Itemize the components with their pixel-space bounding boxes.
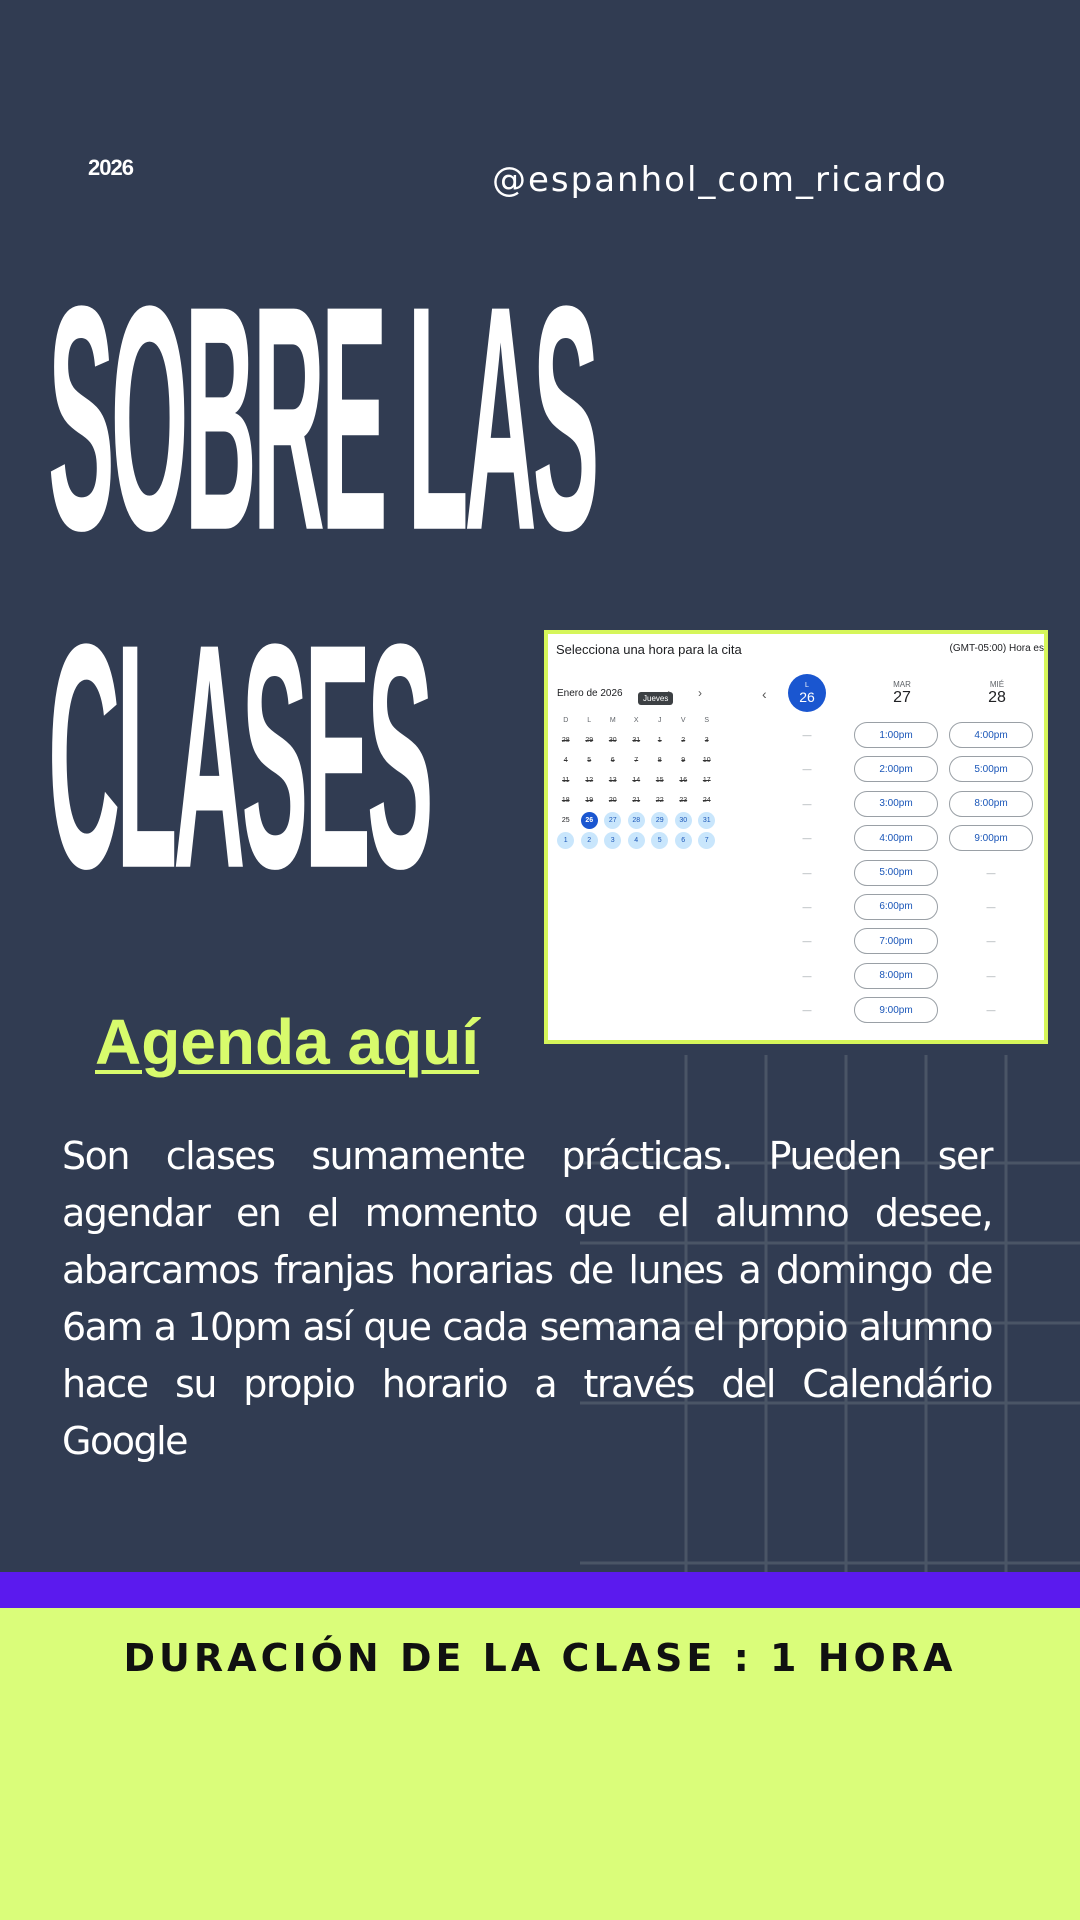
time-slot-button[interactable]: 7:00pm: [854, 928, 938, 954]
month-grid: [554, 710, 719, 850]
calendar-day: [601, 790, 625, 810]
empty-slot: —: [986, 901, 996, 912]
calendar-day-number: 22: [655, 796, 664, 804]
slot-column-3: [949, 722, 1033, 1032]
calendar-day-number: 19: [585, 796, 594, 804]
calendar-header: Selecciona una hora para la cita: [556, 642, 742, 657]
calendar-day-number: 13: [608, 776, 617, 784]
calendar-day-number: 1: [557, 832, 574, 849]
calendar-day[interactable]: [601, 810, 625, 830]
purple-band: [0, 1572, 1080, 1608]
calendar-day: [625, 770, 649, 790]
day-date: 28: [988, 689, 1006, 706]
calendar-day: [578, 790, 602, 810]
calendar-day: [625, 730, 649, 750]
calendar-day-number: 17: [702, 776, 711, 784]
calendar-day[interactable]: [578, 830, 602, 850]
calendar-screenshot: [544, 630, 1048, 1044]
calendar-day-number: 21: [632, 796, 641, 804]
title-line-1: SOBRE LAS: [48, 240, 596, 600]
day-date: 26: [799, 688, 815, 705]
time-slot-button[interactable]: 1:00pm: [854, 722, 938, 748]
time-slot-button[interactable]: 3:00pm: [854, 791, 938, 817]
selected-day[interactable]: [788, 674, 826, 712]
calendar-day-number: 18: [561, 796, 570, 804]
empty-slot: —: [802, 936, 812, 947]
calendar-day[interactable]: [695, 830, 719, 850]
day-header-2[interactable]: [867, 680, 937, 707]
calendar-day: [672, 730, 696, 750]
calendar-day[interactable]: [695, 810, 719, 830]
calendar-day[interactable]: [672, 810, 696, 830]
calendar-day-number: 28: [561, 736, 570, 744]
empty-slot: —: [802, 901, 812, 912]
social-handle: @espanhol_com_ricardo: [492, 160, 948, 200]
time-slot-button[interactable]: 8:00pm: [949, 791, 1033, 817]
time-slot-button[interactable]: 9:00pm: [949, 825, 1033, 851]
time-slot-button[interactable]: 2:00pm: [854, 756, 938, 782]
calendar-day-number: 26: [581, 812, 598, 829]
agenda-link[interactable]: Agenda aquí: [95, 1006, 480, 1078]
calendar-day-number: 3: [604, 832, 621, 849]
calendar-day-number: 6: [675, 832, 692, 849]
calendar-day[interactable]: [672, 830, 696, 850]
calendar-day[interactable]: [648, 830, 672, 850]
calendar-day-number: 29: [585, 736, 594, 744]
weekday-head: V: [680, 716, 686, 724]
calendar-day-number: 3: [704, 736, 709, 744]
empty-slot: —: [802, 970, 812, 981]
calendar-day-number: 20: [608, 796, 617, 804]
calendar-day: [554, 770, 578, 790]
calendar-day: [648, 770, 672, 790]
time-slot-button[interactable]: 4:00pm: [949, 722, 1033, 748]
calendar-day: [695, 730, 719, 750]
calendar-day-number: 31: [632, 736, 641, 744]
empty-slot: —: [802, 1005, 812, 1016]
title-line-2: CLASES: [48, 578, 430, 938]
empty-slot: —: [802, 730, 812, 740]
time-slot-button[interactable]: 5:00pm: [949, 756, 1033, 782]
calendar-day-number: 2: [681, 736, 686, 744]
weekday-head: J: [658, 716, 662, 724]
month-title: Enero de 2026: [557, 688, 623, 699]
calendar-day[interactable]: [601, 830, 625, 850]
calendar-day-number: 30: [608, 736, 617, 744]
tooltip: Jueves: [638, 692, 673, 705]
calendar-day: [695, 770, 719, 790]
empty-slot: —: [802, 764, 812, 775]
empty-slot: —: [802, 833, 812, 844]
calendar-day: [648, 750, 672, 770]
calendar-day: [625, 750, 649, 770]
empty-slot: —: [986, 867, 996, 878]
calendar-day: [578, 770, 602, 790]
calendar-day-number: 12: [585, 776, 594, 784]
calendar-day-number: 28: [628, 812, 645, 829]
duration-label: DURACIÓN DE LA CLASE : 1 HORA: [123, 1636, 957, 1680]
calendar-day-number: 15: [655, 776, 664, 784]
slot-column-1: [765, 722, 849, 1032]
day-name: MAR: [893, 680, 911, 689]
calendar-day-number: 5: [587, 756, 592, 764]
calendar-day: [648, 730, 672, 750]
calendar-day-number: 29: [651, 812, 668, 829]
calendar-day[interactable]: [554, 830, 578, 850]
slot-column-2: [854, 722, 938, 1032]
calendar-day: [554, 790, 578, 810]
calendar-day: [601, 730, 625, 750]
calendar-timezone: (GMT-05:00) Hora es: [949, 643, 1044, 654]
calendar-day: [578, 750, 602, 770]
calendar-day[interactable]: [648, 810, 672, 830]
calendar-day: [601, 750, 625, 770]
calendar-day: [672, 790, 696, 810]
description-text: Son clases sumamente prácticas. Pueden ser agendar en el momento que el alumno desee, abarcamos franjas horarias de lunes a domingo de 6am a 10pm así que cada semana el propio alumno hace su propio horario a través del Calendário Google: [62, 1134, 992, 1463]
calendar-day: [554, 730, 578, 750]
calendar-day: [672, 770, 696, 790]
day-header-1[interactable]: [772, 680, 842, 712]
calendar-day: [554, 810, 578, 830]
calendar-day-number: 8: [657, 756, 662, 764]
calendar-day[interactable]: [578, 810, 602, 830]
calendar-day-number: 30: [675, 812, 692, 829]
calendar-day-number: 9: [681, 756, 686, 764]
empty-slot: —: [986, 1005, 996, 1016]
calendar-day-number: 27: [604, 812, 621, 829]
time-slot-button[interactable]: 5:00pm: [854, 860, 938, 886]
calendar-day-number: 1: [657, 736, 662, 744]
weekday-head: L: [587, 716, 592, 724]
calendar-day-number: 11: [562, 776, 570, 784]
empty-slot: —: [986, 936, 996, 947]
calendar-day: [601, 770, 625, 790]
weekday-head: X: [633, 716, 639, 724]
empty-slot: —: [802, 867, 812, 878]
calendar-day-number: 4: [563, 756, 568, 764]
weekday-head: M: [609, 716, 616, 724]
time-slot-button[interactable]: 9:00pm: [854, 997, 938, 1023]
week-prev-chevron-icon[interactable]: ‹: [762, 686, 767, 702]
calendar-day-number: 31: [698, 812, 715, 829]
weekday-head: D: [563, 716, 569, 724]
calendar-day: [554, 750, 578, 770]
calendar-day-number: 24: [702, 796, 711, 804]
empty-slot: —: [802, 798, 812, 809]
calendar-day-number: 14: [632, 776, 641, 784]
calendar-day: [672, 750, 696, 770]
calendar-day-number: 25: [561, 816, 570, 824]
calendar-day[interactable]: [625, 830, 649, 850]
day-header-3[interactable]: [962, 680, 1032, 707]
empty-slot: —: [986, 970, 996, 981]
day-name: MIÉ: [989, 680, 1005, 689]
year-label: 2026: [88, 155, 133, 180]
time-slot-button[interactable]: 6:00pm: [854, 894, 938, 920]
calendar-day[interactable]: [625, 810, 649, 830]
calendar-day: [695, 790, 719, 810]
calendar-day-number: 7: [698, 832, 715, 849]
time-slot-button[interactable]: 4:00pm: [854, 825, 938, 851]
calendar-day: [578, 730, 602, 750]
calendar-day: [648, 790, 672, 810]
calendar-day-number: 2: [581, 832, 598, 849]
weekday-head: S: [704, 716, 710, 724]
calendar-day-number: 23: [679, 796, 688, 804]
calendar-day-number: 5: [651, 832, 668, 849]
calendar-day-number: 16: [679, 776, 688, 784]
calendar-day-number: 4: [628, 832, 645, 849]
calendar-day-number: 10: [702, 756, 711, 764]
calendar-day-number: 6: [610, 756, 615, 764]
chevron-right-icon[interactable]: ›: [698, 686, 702, 700]
day-name: L: [805, 681, 809, 689]
time-slot-button[interactable]: 8:00pm: [854, 963, 938, 989]
day-date: 27: [893, 689, 911, 706]
calendar-day: [625, 790, 649, 810]
calendar-day-number: 7: [634, 756, 639, 764]
calendar-day: [695, 750, 719, 770]
